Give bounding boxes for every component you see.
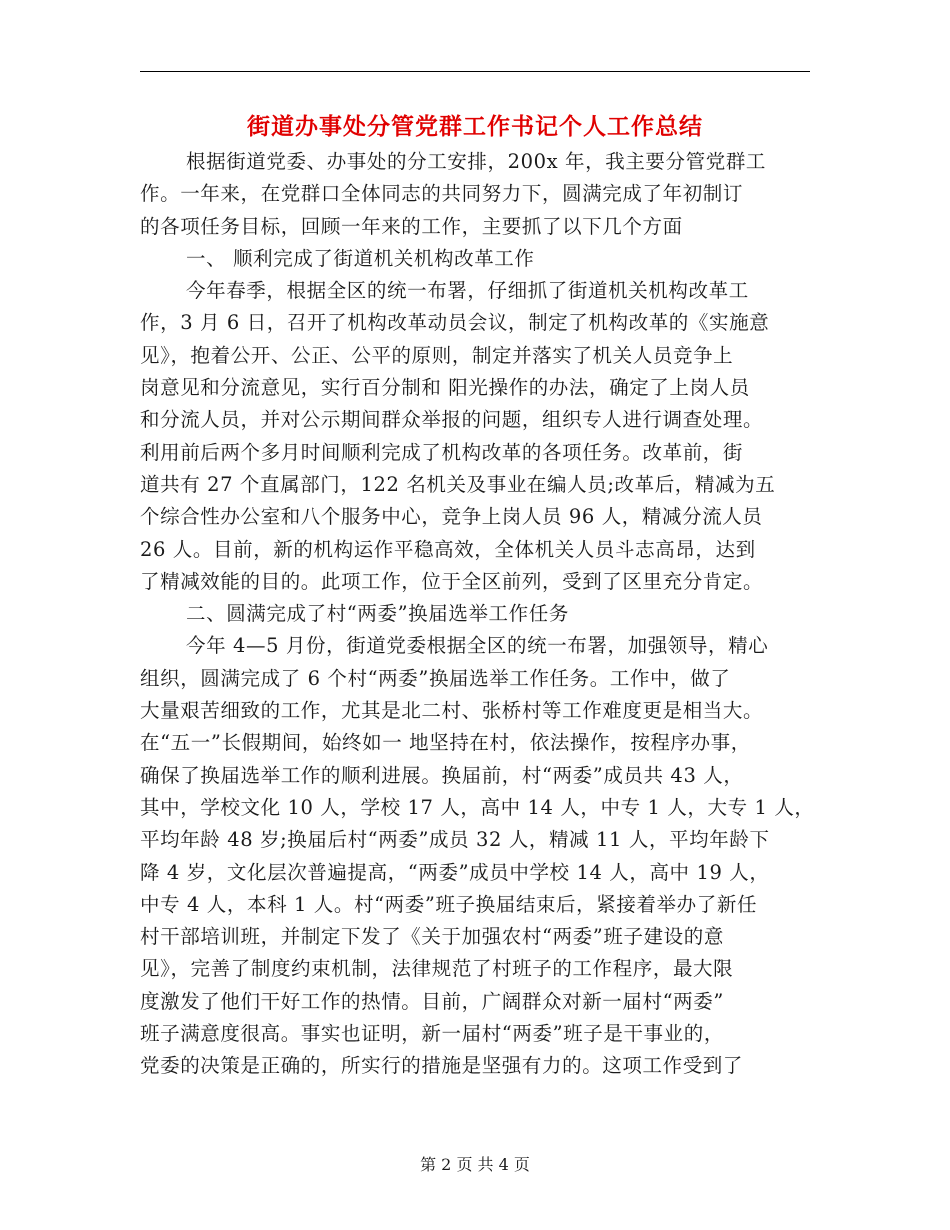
body-line: 确保了换届选举工作的顺利进展。换届前，村“两委”成员共 43 人，: [140, 763, 744, 787]
body-line: 今年春季，根据全区的统一布署，仔细抓了街道机关机构改革工: [186, 279, 749, 303]
body-line: 其中，学校文化 10 人，学校 17 人，高中 14 人，中专 1 人，大专 1 人，: [140, 795, 815, 819]
body-line: 组织，圆满完成了 6 个村“两委”换届选举工作任务。工作中，做了: [140, 666, 731, 690]
body-line: 作。一年来，在党群口全体同志的共同努力下，圆满完成了年初制订: [140, 182, 744, 206]
body-line: 村干部培训班，并制定下发了《关于加强农村“两委”班子建设的意: [140, 925, 724, 949]
body-line: 26 人。目前，新的机构运作平稳高效，全体机关人员斗志高昂，达到: [140, 537, 756, 561]
document-body: [140, 146, 820, 1083]
body-line: 中专 4 人，本科 1 人。村“两委”班子换届结束后，紧接着举办了新任: [140, 892, 758, 916]
header-rule: [140, 71, 810, 72]
body-line: 今年 4—5 月份，街道党委根据全区的统一布署，加强领导，精心: [186, 634, 769, 658]
body-line: 党委的决策是正确的，所实行的措施是坚强有力的。这项工作受到了: [140, 1054, 744, 1078]
body-line: 了精减效能的目的。此项工作，位于全区前列，受到了区里充分肯定。: [140, 569, 764, 593]
body-line: 个综合性办公室和八个服务中心，竞争上岗人员 96 人，精减分流人员: [140, 505, 763, 529]
body-line: 见》，完善了制度约束机制，法律规范了村班子的工作程序，最大限: [140, 957, 734, 981]
body-line: 岗意见和分流意见，实行百分制和 阳光操作的办法，确定了上岗人员: [140, 376, 750, 400]
body-line: 的各项任务目标，回顾一年来的工作，主要抓了以下几个方面: [140, 214, 683, 238]
body-line: 道共有 27 个直属部门，122 名机关及事业在编人员;改革后，精减为五: [140, 472, 776, 496]
body-line: 平均年龄 48 岁;换届后村“两委”成员 32 人，精减 11 人，平均年龄下: [140, 828, 770, 852]
page-number: 第 2 页 共 4 页: [420, 1155, 530, 1174]
document-title: 街道办事处分管党群工作书记个人工作总结: [247, 113, 703, 140]
body-line: 作，3 月 6 日，召开了机构改革动员会议，制定了机构改革的《实施意: [140, 311, 770, 335]
body-line: 根据街道党委、办事处的分工安排，200x 年，我主要分管党群工: [186, 150, 767, 173]
body-line: 见》，抱着公开、公正、公平的原则，制定并落实了机关人员竞争上: [140, 343, 734, 367]
body-line: 和分流人员，并对公示期间群众举报的问题，组织专人进行调查处理。: [140, 408, 764, 432]
section-heading: 二、圆满完成了村“两委”换届选举工作任务: [186, 602, 569, 626]
body-line: 度激发了他们干好工作的热情。目前，广阔群众对新一届村“两委”: [140, 989, 724, 1013]
body-line: 在“五一”长假期间，始终如一 地坚持在村，依法操作，按程序办事，: [140, 731, 751, 755]
body-line: 利用前后两个多月时间顺利完成了机构改革的各项任务。改革前，街: [140, 440, 744, 464]
body-line: 班子满意度很高。事实也证明，新一届村“两委”班子是干事业的，: [140, 1022, 724, 1046]
body-line: 大量艰苦细致的工作，尤其是北二村、张桥村等工作难度更是相当大。: [140, 699, 764, 723]
section-heading: 一、 顺利完成了街道机关机构改革工作: [186, 246, 535, 270]
body-line: 降 4 岁，文化层次普遍提高，“两委”成员中学校 14 人，高中 19 人，: [140, 860, 770, 884]
